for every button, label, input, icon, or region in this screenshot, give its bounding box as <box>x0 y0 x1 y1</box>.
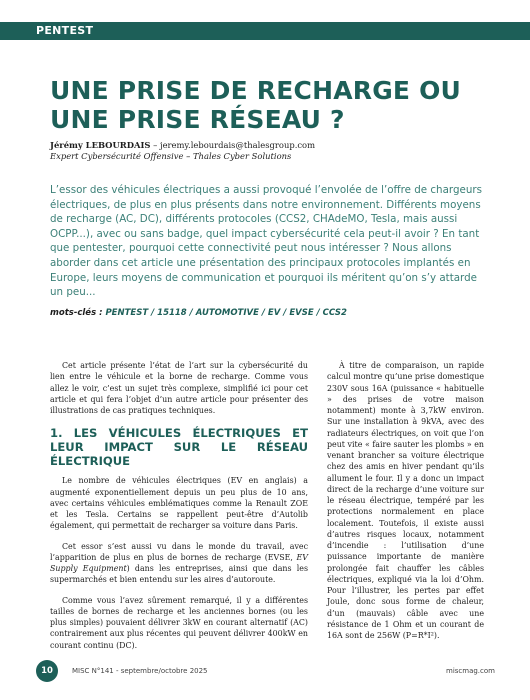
intro-paragraph: Cet article présente l’état de l’art sur la cybersécurité du lien entre le véhicule et la borne de recharge. Comme vous allez le voir, c’est un sujet très complexe, simplifié ici pour cet article et qui fera l’objet d’un autre article pour présenter des illustrations de cas pratiques techniques. <box>50 361 308 415</box>
page-number: 10 <box>36 660 58 682</box>
issue-info: MISC N°141 - septembre/octobre 2025 <box>72 667 208 675</box>
body-paragraph-3: Comme vous l’avez sûrement remarqué, il y a différentes tailles de bornes de recharge et les anciennes bornes (ou les plus simples) pouvaient délivrer 3kW en courant alternatif (AC) contrairement aux plus récentes qui peuvent délivrer 400kW en courant continu (DC). <box>50 595 308 650</box>
paragraph-2-end: ) dans les entreprises, ainsi que dans les supermarchés et bien entendu sur les aires d’autoroute. <box>50 564 308 585</box>
page-footer <box>0 660 530 682</box>
paragraph-2-term: EV Supply Equipment <box>50 552 308 573</box>
author-role: Expert Cybersécurité Offensive – Thales Cyber Solutions <box>50 151 292 161</box>
paragraph-2-start: Cet essor s’est aussi vu dans le monde du travail, avec l’apparition de plus en plus de bornes de recharge (EVSE, <box>50 541 308 562</box>
section-label: PENTEST <box>36 24 94 37</box>
keywords <box>50 308 490 318</box>
body-paragraph-2 <box>50 541 308 586</box>
article-lede: L’essor des véhicules électriques a aussi provoqué l’envolée de l’offre de chargeurs électriques, de plus en plus présents dans notre environnement. Différents moyens de recharge (AC, DC), différents protocoles (CCS2, CHAdeMO, Tesla, mais aussi OCPP...), avec ou sans badge, quel impact cybersécurité cela peut-il avoir ? En tant que pentester, pourquoi cette connectivité peut nous intéresser ? Nous allons aborder dans cet article une présentation des principaux protocoles implantés en Europe, leurs moyens de communication et pourquoi ils méritent qu’on s’y attarde un peu... <box>50 184 482 299</box>
site-url: miscmag.com <box>446 667 495 675</box>
byline <box>50 140 470 162</box>
section-band <box>0 22 530 40</box>
body-paragraph-1: Le nombre de véhicules électriques (EV en anglais) a augmenté exponentiellement depuis un peu plus de 10 ans, avec certains véhicules emblématiques comme la Renault ZOE et les Tesla. Certains se rappellent peut-être d’Autolib également, qui permettait de recharger sa voiture dans Paris. <box>50 476 308 531</box>
author-email: – jeremy.lebourdais@thalesgroup.com <box>150 140 316 150</box>
body-column-left <box>50 360 308 651</box>
article-title: UNE PRISE DE RECHARGE OU UNE PRISE RÉSEAU ? <box>50 76 462 134</box>
body-column-right <box>327 360 484 641</box>
body-paragraph-right: À titre de comparaison, un rapide calcul montre qu’une prise domestique 230V sous 16A (puissance « habituelle » des prises de votre maison notamment) monte à 3,7kW environ. Sur une installation à 9kVA, avec des radiateurs électriques, on voit que l’on peut vite « faire sauter les plombs » en venant brancher sa voiture électrique chez des amis en hiver pendant qu’ils allument le four. Il y a donc un impact direct de la recharge d’une voiture sur le réseau électrique, tempéré par les protections normalement en place localement. Toutefois, il existe aussi d’autres risques locaux, notamment d’incendie : l’utilisation d’une puissance importante de manière prolongée fait chauffer les câbles électriques, expliqué via la loi d’Ohm. Pour l’illustrer, les pertes par effet Joule, donc sous forme de chaleur, d’un (mauvais) câble avec une résistance de 1 Ohm et un courant de 16A sont de 256W (P=R*I²). <box>327 361 484 640</box>
section-1-heading: 1. LES VÉHICULES ÉLECTRIQUES ET LEUR IMPACT SUR LE RÉSEAU ÉLECTRIQUE <box>50 426 308 469</box>
keywords-label: mots-clés : <box>50 308 106 318</box>
keywords-list: PENTEST / 15118 / AUTOMOTIVE / EV / EVSE / CCS2 <box>105 308 347 318</box>
author-name: Jérémy LEBOURDAIS <box>50 140 151 150</box>
